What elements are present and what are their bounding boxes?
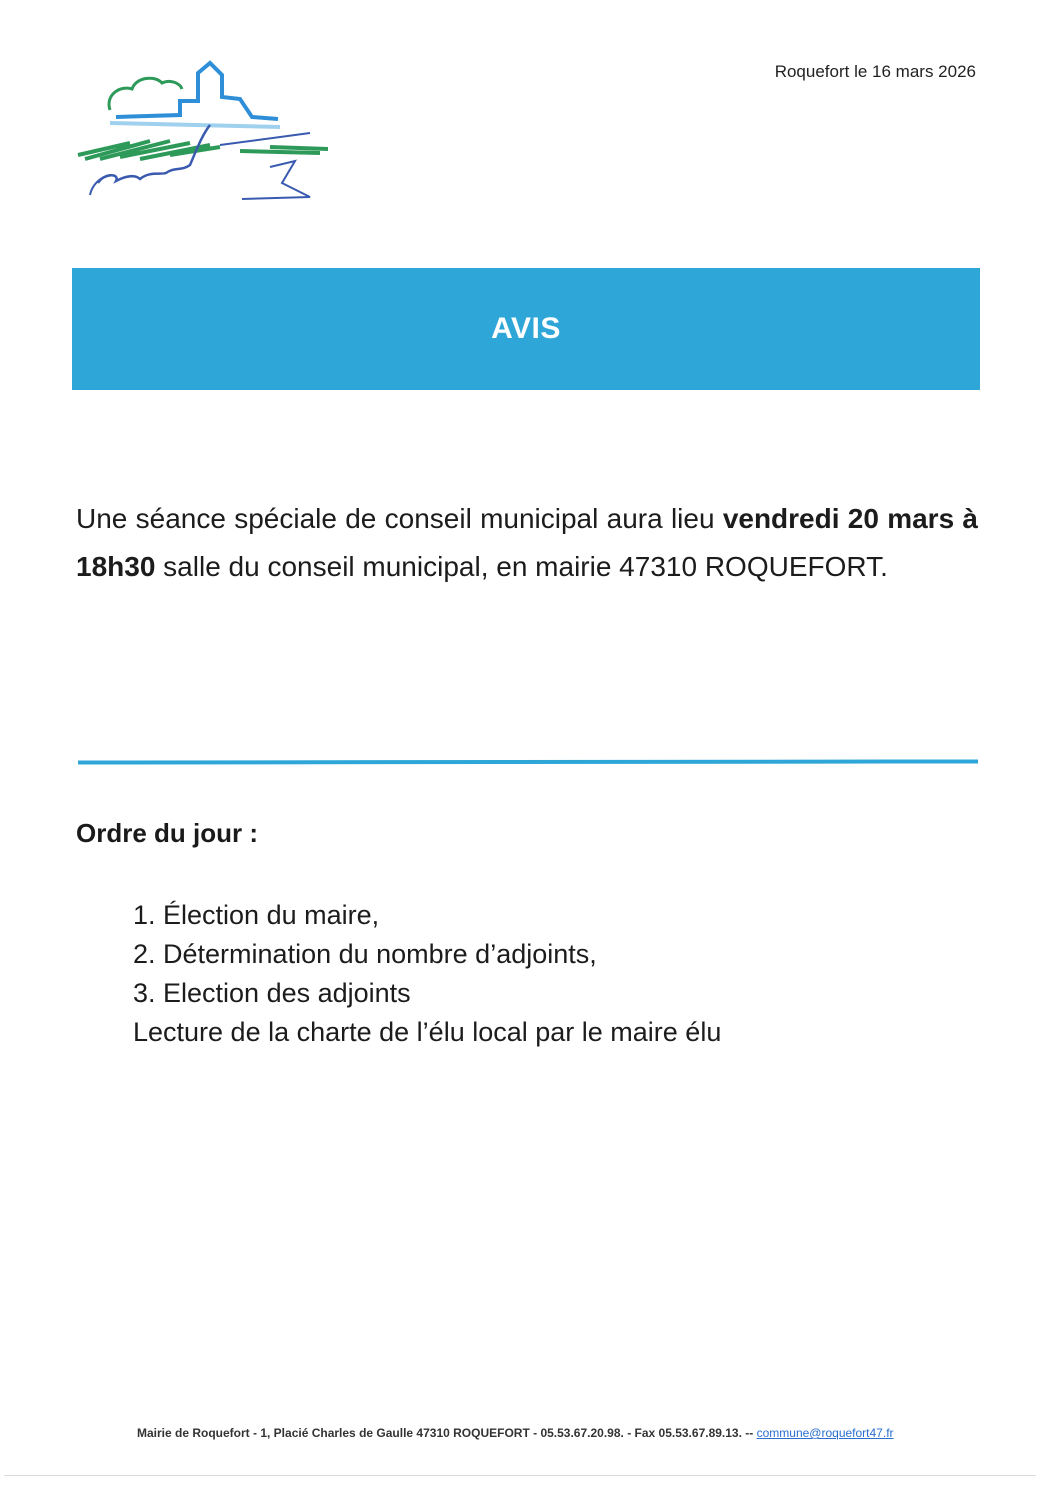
roquefort-logo xyxy=(70,55,340,215)
agenda-item: 3. Election des adjoints xyxy=(133,978,411,1008)
notice-title: AVIS xyxy=(491,312,561,345)
agenda-list xyxy=(133,896,721,1052)
agenda-item: 1. Élection du maire, xyxy=(133,900,380,930)
agenda-heading: Ordre du jour : xyxy=(76,818,258,848)
meeting-announcement xyxy=(76,495,978,591)
village-logo-icon xyxy=(70,55,340,215)
section-divider xyxy=(78,759,978,764)
announcement-text-end: salle du conseil municipal, en mairie 47310 ROQUEFORT. xyxy=(155,551,888,582)
document-date: Roquefort le 16 mars 2026 xyxy=(774,62,976,81)
footer-email-link[interactable]: commune@roquefort47.fr xyxy=(756,1426,894,1440)
announcement-date-time: vendredi 20 mars à 18h30 xyxy=(76,503,978,582)
footer-contact xyxy=(137,1426,894,1440)
agenda-item: 2. Détermination du nombre d’adjoints, xyxy=(133,939,597,969)
notice-banner xyxy=(72,268,980,390)
page-bottom-rule xyxy=(4,1475,1036,1476)
agenda-item: Lecture de la charte de l’élu local par le maire élu xyxy=(133,1017,722,1047)
footer-address: Mairie de Roquefort - 1, Placié Charles de Gaulle 47310 ROQUEFORT - 05.53.67.20.98. - Fax 05.53.67.89.13. -- xyxy=(137,1426,757,1440)
announcement-text-start: Une séance spéciale de conseil municipal aura lieu xyxy=(76,503,723,534)
